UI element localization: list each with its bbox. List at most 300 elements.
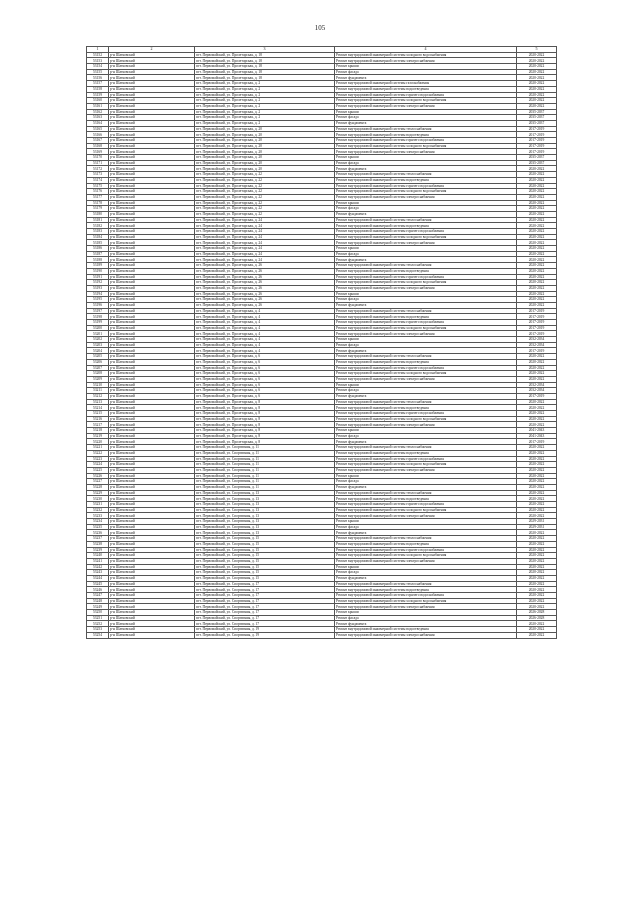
work-type-cell: Ремонт крыши [335,564,517,570]
address-cell: пгт. Первомайский, ул. Спортивная, д. 19 [195,627,335,633]
address-cell: пгт. Первомайский, ул. Пролетарская, д. 20 [195,126,335,132]
row-id-cell: 53239 [87,547,109,553]
district-cell: р-н Шатковский [109,411,195,417]
work-type-cell: Ремонт внутридомовой инженерной системы холодного водоснабжения [335,98,517,104]
work-type-cell: Ремонт внутридомовой инженерной системы холодного водоснабжения [335,143,517,149]
row-id-cell: 53199 [87,320,109,326]
work-type-cell: Ремонт внутридомовой инженерной системы теплоснабжения [335,172,517,178]
district-cell: р-н Шатковский [109,314,195,320]
district-cell: р-н Шатковский [109,115,195,121]
address-cell: пгт. Первомайский, ул. Пролетарская, д. 24 [195,234,335,240]
district-cell: р-н Шатковский [109,69,195,75]
district-cell: р-н Шатковский [109,359,195,365]
row-id-cell: 53183 [87,229,109,235]
period-cell: 2017-2019 [517,393,557,399]
district-cell: р-н Шатковский [109,206,195,212]
district-cell: р-н Шатковский [109,126,195,132]
district-cell: р-н Шатковский [109,240,195,246]
work-type-cell: Ремонт крыши [335,519,517,525]
period-cell: 2020-2022 [517,354,557,360]
period-cell: 2020-2022 [517,274,557,280]
row-id-cell: 53253 [87,627,109,633]
district-cell: р-н Шатковский [109,52,195,58]
row-id-cell: 53186 [87,246,109,252]
row-id-cell: 53180 [87,211,109,217]
row-id-cell: 53252 [87,621,109,627]
table-body [87,47,557,639]
work-type-cell: Ремонт крыши [335,155,517,161]
period-cell: 2020-2022 [517,581,557,587]
district-cell: р-н Шатковский [109,530,195,536]
work-type-cell: Ремонт фасада [335,342,517,348]
district-cell: р-н Шатковский [109,524,195,530]
work-type-cell: Ремонт фундамента [335,302,517,308]
district-cell: р-н Шатковский [109,621,195,627]
work-type-cell: Ремонт фасада [335,251,517,257]
work-type-cell: Ремонт внутридомовой инженерной системы горячего водоснабжения [335,274,517,280]
work-type-cell: Ремонт внутридомовой инженерной системы водоотведения [335,587,517,593]
row-id-cell: 53236 [87,530,109,536]
district-cell: р-н Шатковский [109,433,195,439]
address-cell: пгт. Первомайский, ул. Пролетарская, д. 8 [195,399,335,405]
address-cell: пгт. Первомайский, ул. Спортивная, д. 13 [195,519,335,525]
district-cell: р-н Шатковский [109,382,195,388]
period-cell: 2020-2022 [517,575,557,581]
work-type-cell: Ремонт внутридомовой инженерной системы горячего водоснабжения [335,92,517,98]
district-cell: р-н Шатковский [109,371,195,377]
address-cell: пгт. Первомайский, ул. Спортивная, д. 17 [195,593,335,599]
work-type-cell: Ремонт фасада [335,479,517,485]
work-type-cell: Ремонт внутридомовой инженерной системы холодного водоснабжения [335,416,517,422]
district-cell: р-н Шатковский [109,280,195,286]
district-cell: р-н Шатковский [109,251,195,257]
address-cell: пгт. Первомайский, ул. Пролетарская, д. 2 [195,115,335,121]
period-cell: 2020-2022 [517,268,557,274]
period-cell: 2020-2022 [517,81,557,87]
period-cell: 2020-2022 [517,547,557,553]
row-id-cell: 53153 [87,58,109,64]
address-cell: пгт. Первомайский, ул. Спортивная, д. 15 [195,553,335,559]
address-cell: пгт. Первомайский, ул. Спортивная, д. 13 [195,524,335,530]
row-id-cell: 53225 [87,467,109,473]
address-cell: пгт. Первомайский, ул. Пролетарская, д. 20 [195,155,335,161]
work-type-cell: Ремонт внутридомовой инженерной системы горячего водоснабжения [335,502,517,508]
period-cell: 2020-2022 [517,359,557,365]
work-type-cell: Ремонт внутридомовой инженерной системы электроснабжения [335,331,517,337]
period-cell: 2020-2022 [517,206,557,212]
row-id-cell: 53166 [87,132,109,138]
district-cell: р-н Шатковский [109,109,195,115]
column-number: 5 [517,47,557,53]
work-type-cell: Ремонт крыши [335,246,517,252]
period-cell: 2020-2022 [517,98,557,104]
row-id-cell: 53190 [87,268,109,274]
address-cell: пгт. Первомайский, ул. Пролетарская, д. 24 [195,223,335,229]
district-cell: р-н Шатковский [109,627,195,633]
period-cell: 2020-2022 [517,194,557,200]
row-id-cell: 53205 [87,354,109,360]
row-id-cell: 53170 [87,155,109,161]
period-cell: 2020-2022 [517,302,557,308]
period-cell: 2020-2022 [517,200,557,206]
row-id-cell: 53220 [87,439,109,445]
address-cell: пгт. Первомайский, ул. Пролетарская, д. 24 [195,229,335,235]
district-cell: р-н Шатковский [109,200,195,206]
address-cell: пгт. Первомайский, ул. Пролетарская, д. 8 [195,416,335,422]
column-number: 1 [87,47,109,53]
row-id-cell: 53232 [87,507,109,513]
row-id-cell: 53231 [87,502,109,508]
district-cell: р-н Шатковский [109,558,195,564]
row-id-cell: 53207 [87,365,109,371]
row-id-cell: 53219 [87,433,109,439]
row-id-cell: 53242 [87,564,109,570]
district-cell: р-н Шатковский [109,388,195,394]
row-id-cell: 53211 [87,388,109,394]
row-id-cell: 53201 [87,331,109,337]
row-id-cell: 53182 [87,223,109,229]
period-cell: 2020-2022 [517,52,557,58]
row-id-cell: 53154 [87,64,109,70]
district-cell: р-н Шатковский [109,581,195,587]
work-type-cell: Ремонт внутридомовой инженерной системы горячего водоснабжения [335,456,517,462]
district-cell: р-н Шатковский [109,376,195,382]
address-cell: пгт. Первомайский, ул. Спортивная, д. 17 [195,581,335,587]
address-cell: пгт. Первомайский, ул. Пролетарская, д. 24 [195,246,335,252]
district-cell: р-н Шатковский [109,513,195,519]
row-id-cell: 53230 [87,496,109,502]
address-cell: пгт. Первомайский, ул. Спортивная, д. 13 [195,490,335,496]
row-id-cell: 53181 [87,217,109,223]
row-id-cell: 53168 [87,143,109,149]
work-type-cell: Ремонт внутридомовой инженерной системы водоотведения [335,314,517,320]
work-type-cell: Ремонт фундамента [335,120,517,126]
row-id-cell: 53152 [87,52,109,58]
district-cell: р-н Шатковский [109,496,195,502]
period-cell: 2026-2028 [517,615,557,621]
period-cell: 2020-2022 [517,285,557,291]
table-row [87,632,557,638]
district-cell: р-н Шатковский [109,354,195,360]
row-id-cell: 53214 [87,405,109,411]
row-id-cell: 53189 [87,263,109,269]
period-cell: 2020-2022 [517,411,557,417]
period-cell: 2035-2037 [517,120,557,126]
period-cell: 2020-2022 [517,86,557,92]
work-type-cell: Ремонт фундамента [335,257,517,263]
row-id-cell: 53156 [87,75,109,81]
row-id-cell: 53229 [87,490,109,496]
address-cell: пгт. Первомайский, ул. Пролетарская, д. 24 [195,240,335,246]
period-cell: 2020-2022 [517,598,557,604]
row-id-cell: 53223 [87,456,109,462]
district-cell: р-н Шатковский [109,393,195,399]
row-id-cell: 53163 [87,115,109,121]
work-type-cell: Ремонт внутридомовой инженерной системы теплоснабжения [335,581,517,587]
district-cell: р-н Шатковский [109,593,195,599]
work-type-cell: Ремонт внутридомовой инженерной системы водоотведения [335,405,517,411]
row-id-cell: 53238 [87,541,109,547]
period-cell: 2041-2043 [517,433,557,439]
period-cell: 2017-2019 [517,348,557,354]
work-type-cell: Ремонт внутридомовой инженерной системы холодного водоснабжения [335,507,517,513]
district-cell: р-н Шатковский [109,160,195,166]
period-cell: 2017-2019 [517,138,557,144]
period-cell: 2035-2037 [517,109,557,115]
address-cell: пгт. Первомайский, ул. Пролетарская, д. 24 [195,217,335,223]
address-cell: пгт. Первомайский, ул. Пролетарская, д. 22 [195,206,335,212]
work-type-cell: Ремонт внутридомовой инженерной системы холодного водоснабжения [335,234,517,240]
row-id-cell: 53171 [87,160,109,166]
district-cell: р-н Шатковский [109,439,195,445]
period-cell: 2020-2022 [517,263,557,269]
period-cell: 2020-2022 [517,103,557,109]
period-cell: 2029-2031 [517,524,557,530]
work-type-cell: Ремонт фасада [335,160,517,166]
period-cell: 2020-2022 [517,621,557,627]
work-type-cell: Ремонт внутридомовой инженерной системы водоотведения [335,223,517,229]
district-cell: р-н Шатковский [109,399,195,405]
period-cell: 2020-2022 [517,371,557,377]
district-cell: р-н Шатковский [109,587,195,593]
district-cell: р-н Шатковский [109,553,195,559]
work-type-cell: Ремонт крыши [335,337,517,343]
work-type-cell: Ремонт крыши [335,382,517,388]
work-type-cell: Ремонт внутридомовой инженерной системы холодного водоснабжения [335,462,517,468]
row-id-cell: 53248 [87,598,109,604]
work-type-cell: Ремонт фундамента [335,393,517,399]
row-id-cell: 53191 [87,274,109,280]
address-cell: пгт. Первомайский, ул. Пролетарская, д. 8 [195,422,335,428]
period-cell: 2020-2022 [517,280,557,286]
row-id-cell: 53217 [87,422,109,428]
period-cell: 2032-2034 [517,337,557,343]
row-id-cell: 53157 [87,81,109,87]
district-cell: р-н Шатковский [109,484,195,490]
district-cell: р-н Шатковский [109,143,195,149]
row-id-cell: 53160 [87,98,109,104]
period-cell: 2026-2028 [517,610,557,616]
district-cell: р-н Шатковский [109,217,195,223]
work-type-cell: Ремонт внутридомовой инженерной системы холодного водоснабжения [335,52,517,58]
address-cell: пгт. Первомайский, ул. Спортивная, д. 17 [195,615,335,621]
address-cell: пгт. Первомайский, ул. Пролетарская, д. 4 [195,308,335,314]
period-cell: 2020-2022 [517,627,557,633]
row-id-cell: 53210 [87,382,109,388]
district-cell: р-н Шатковский [109,405,195,411]
row-id-cell: 53177 [87,194,109,200]
work-type-cell: Ремонт внутридомовой инженерной системы теплоснабжения [335,263,517,269]
address-cell: пгт. Первомайский, ул. Пролетарская, д. 2 [195,92,335,98]
work-type-cell: Ремонт внутридомовой инженерной системы электроснабжения [335,285,517,291]
row-id-cell: 53251 [87,615,109,621]
row-id-cell: 53175 [87,183,109,189]
work-type-cell: Ремонт фасада [335,433,517,439]
period-cell: 2017-2019 [517,331,557,337]
period-cell: 2017-2019 [517,126,557,132]
address-cell: пгт. Первомайский, ул. Пролетарская, д. 6 [195,371,335,377]
work-type-cell: Ремонт крыши [335,64,517,70]
row-id-cell: 53222 [87,450,109,456]
column-number: 4 [335,47,517,53]
address-cell: пгт. Первомайский, ул. Спортивная, д. 17 [195,587,335,593]
row-id-cell: 53195 [87,297,109,303]
work-type-cell: Ремонт внутридомовой инженерной системы теплоснабжения [335,354,517,360]
district-cell: р-н Шатковский [109,519,195,525]
work-type-cell: Ремонт внутридомовой инженерной системы электроснабжения [335,558,517,564]
work-type-cell: Ремонт внутридомовой инженерной системы водоотведения [335,541,517,547]
district-cell: р-н Шатковский [109,507,195,513]
work-type-cell: Ремонт внутридомовой инженерной системы горячего водоснабжения [335,547,517,553]
period-cell: 2020-2022 [517,217,557,223]
period-cell: 2020-2022 [517,530,557,536]
address-cell: пгт. Первомайский, ул. Спортивная, д. 17 [195,604,335,610]
address-cell: пгт. Первомайский, ул. Спортивная, д. 17 [195,598,335,604]
district-cell: р-н Шатковский [109,604,195,610]
district-cell: р-н Шатковский [109,223,195,229]
work-type-cell: Ремонт фундамента [335,575,517,581]
address-cell: пгт. Первомайский, ул. Спортивная, д. 15 [195,564,335,570]
row-id-cell: 53164 [87,120,109,126]
row-id-cell: 53202 [87,337,109,343]
address-cell: пгт. Первомайский, ул. Пролетарская, д. 20 [195,138,335,144]
work-type-cell: Ремонт внутридомовой инженерной системы горячего водоснабжения [335,365,517,371]
district-cell: р-н Шатковский [109,536,195,542]
row-id-cell: 53234 [87,519,109,525]
address-cell: пгт. Первомайский, ул. Спортивная, д. 15 [195,575,335,581]
address-cell: пгт. Первомайский, ул. Пролетарская, д. 2 [195,109,335,115]
address-cell: пгт. Первомайский, ул. Пролетарская, д. 8 [195,433,335,439]
address-cell: пгт. Первомайский, ул. Пролетарская, д. 4 [195,337,335,343]
work-type-cell: Ремонт внутридомовой инженерной системы холодного водоснабжения [335,598,517,604]
district-cell: р-н Шатковский [109,598,195,604]
address-cell: пгт. Первомайский, ул. Пролетарская, д. 26 [195,268,335,274]
period-cell: 2020-2022 [517,64,557,70]
column-number: 3 [195,47,335,53]
work-type-cell: Ремонт внутридомовой инженерной системы холодного водоснабжения [335,280,517,286]
row-id-cell: 53237 [87,536,109,542]
work-type-cell: Ремонт внутридомовой инженерной системы электроснабжения [335,513,517,519]
district-cell: р-н Шатковский [109,274,195,280]
address-cell: пгт. Первомайский, ул. Пролетарская, д. 18 [195,52,335,58]
work-type-cell: Ремонт внутридомовой инженерной системы горячего водоснабжения [335,183,517,189]
district-cell: р-н Шатковский [109,450,195,456]
district-cell: р-н Шатковский [109,479,195,485]
address-cell: пгт. Первомайский, ул. Пролетарская, д. 22 [195,200,335,206]
row-id-cell: 53224 [87,462,109,468]
district-cell: р-н Шатковский [109,297,195,303]
address-cell: пгт. Первомайский, ул. Пролетарская, д. 20 [195,149,335,155]
address-cell: пгт. Первомайский, ул. Спортивная, д. 15 [195,570,335,576]
period-cell: 2020-2022 [517,177,557,183]
address-cell: пгт. Первомайский, ул. Пролетарская, д. 26 [195,274,335,280]
period-cell: 2032-2034 [517,342,557,348]
period-cell: 2020-2022 [517,291,557,297]
period-cell: 2020-2022 [517,257,557,263]
work-type-cell: Ремонт фасада [335,115,517,121]
period-cell: 2020-2022 [517,479,557,485]
work-type-cell: Ремонт внутридомовой инженерной системы горячего водоснабжения [335,411,517,417]
district-cell: р-н Шатковский [109,246,195,252]
period-cell: 2020-2022 [517,376,557,382]
work-type-cell: Ремонт крыши [335,428,517,434]
period-cell: 2020-2022 [517,422,557,428]
district-cell: р-н Шатковский [109,456,195,462]
district-cell: р-н Шатковский [109,308,195,314]
address-cell: пгт. Первомайский, ул. Спортивная, д. 15 [195,541,335,547]
address-cell: пгт. Первомайский, ул. Пролетарская, д. 22 [195,172,335,178]
address-cell: пгт. Первомайский, ул. Пролетарская, д. 26 [195,302,335,308]
period-cell: 2020-2022 [517,223,557,229]
period-cell: 2020-2022 [517,587,557,593]
work-type-cell: Ремонт фундамента [335,75,517,81]
work-type-cell: Ремонт фасада [335,615,517,621]
period-cell: 2020-2022 [517,58,557,64]
address-cell: пгт. Первомайский, ул. Спортивная, д. 13 [195,530,335,536]
period-cell: 2020-2022 [517,502,557,508]
row-id-cell: 53198 [87,314,109,320]
address-cell: пгт. Первомайский, ул. Пролетарская, д. 22 [195,189,335,195]
district-cell: р-н Шатковский [109,291,195,297]
address-cell: пгт. Первомайский, ул. Пролетарская, д. 8 [195,405,335,411]
period-cell: 2020-2022 [517,445,557,451]
work-type-cell: Ремонт внутридомовой инженерной системы электроснабжения [335,467,517,473]
row-id-cell: 53228 [87,484,109,490]
district-cell: р-н Шатковский [109,320,195,326]
period-cell: 2020-2022 [517,234,557,240]
row-id-cell: 53244 [87,575,109,581]
address-cell: пгт. Первомайский, ул. Пролетарская, д. 6 [195,388,335,394]
address-cell: пгт. Первомайский, ул. Спортивная, д. 17 [195,610,335,616]
row-id-cell: 53250 [87,610,109,616]
period-cell: 2020-2022 [517,604,557,610]
address-cell: пгт. Первомайский, ул. Спортивная, д. 11 [195,445,335,451]
address-cell: пгт. Первомайский, ул. Спортивная, д. 17 [195,621,335,627]
district-cell: р-н Шатковский [109,120,195,126]
work-type-cell: Ремонт фундамента [335,348,517,354]
row-id-cell: 53165 [87,126,109,132]
work-type-cell: Ремонт внутридомовой инженерной системы водоотведения [335,496,517,502]
address-cell: пгт. Первомайский, ул. Пролетарская, д. 2 [195,120,335,126]
address-cell: пгт. Первомайский, ул. Спортивная, д. 15 [195,536,335,542]
district-cell: р-н Шатковский [109,416,195,422]
period-cell: 2020-2022 [517,473,557,479]
period-cell: 2020-2022 [517,632,557,638]
work-type-cell: Ремонт внутридомовой инженерной системы теплоснабжения [335,399,517,405]
work-type-cell: Ремонт внутридомовой инженерной системы электроснабжения [335,632,517,638]
address-cell: пгт. Первомайский, ул. Пролетарская, д. 4 [195,331,335,337]
row-id-cell: 53254 [87,632,109,638]
district-cell: р-н Шатковский [109,462,195,468]
row-id-cell: 53174 [87,177,109,183]
district-cell: р-н Шатковский [109,422,195,428]
work-type-cell: Ремонт внутридомовой инженерной системы теплоснабжения [335,217,517,223]
row-id-cell: 53159 [87,92,109,98]
row-id-cell: 53200 [87,325,109,331]
row-id-cell: 53178 [87,200,109,206]
work-type-cell: Ремонт крыши [335,291,517,297]
row-id-cell: 53249 [87,604,109,610]
row-id-cell: 53208 [87,371,109,377]
address-cell: пгт. Первомайский, ул. Спортивная, д. 15 [195,547,335,553]
district-cell: р-н Шатковский [109,234,195,240]
work-type-cell: Ремонт фундамента [335,530,517,536]
period-cell: 2020-2022 [517,297,557,303]
period-cell: 2020-2022 [517,513,557,519]
period-cell: 2020-2022 [517,593,557,599]
work-type-cell: Ремонт внутридомовой инженерной системы водоотведения [335,268,517,274]
district-cell: р-н Шатковский [109,86,195,92]
